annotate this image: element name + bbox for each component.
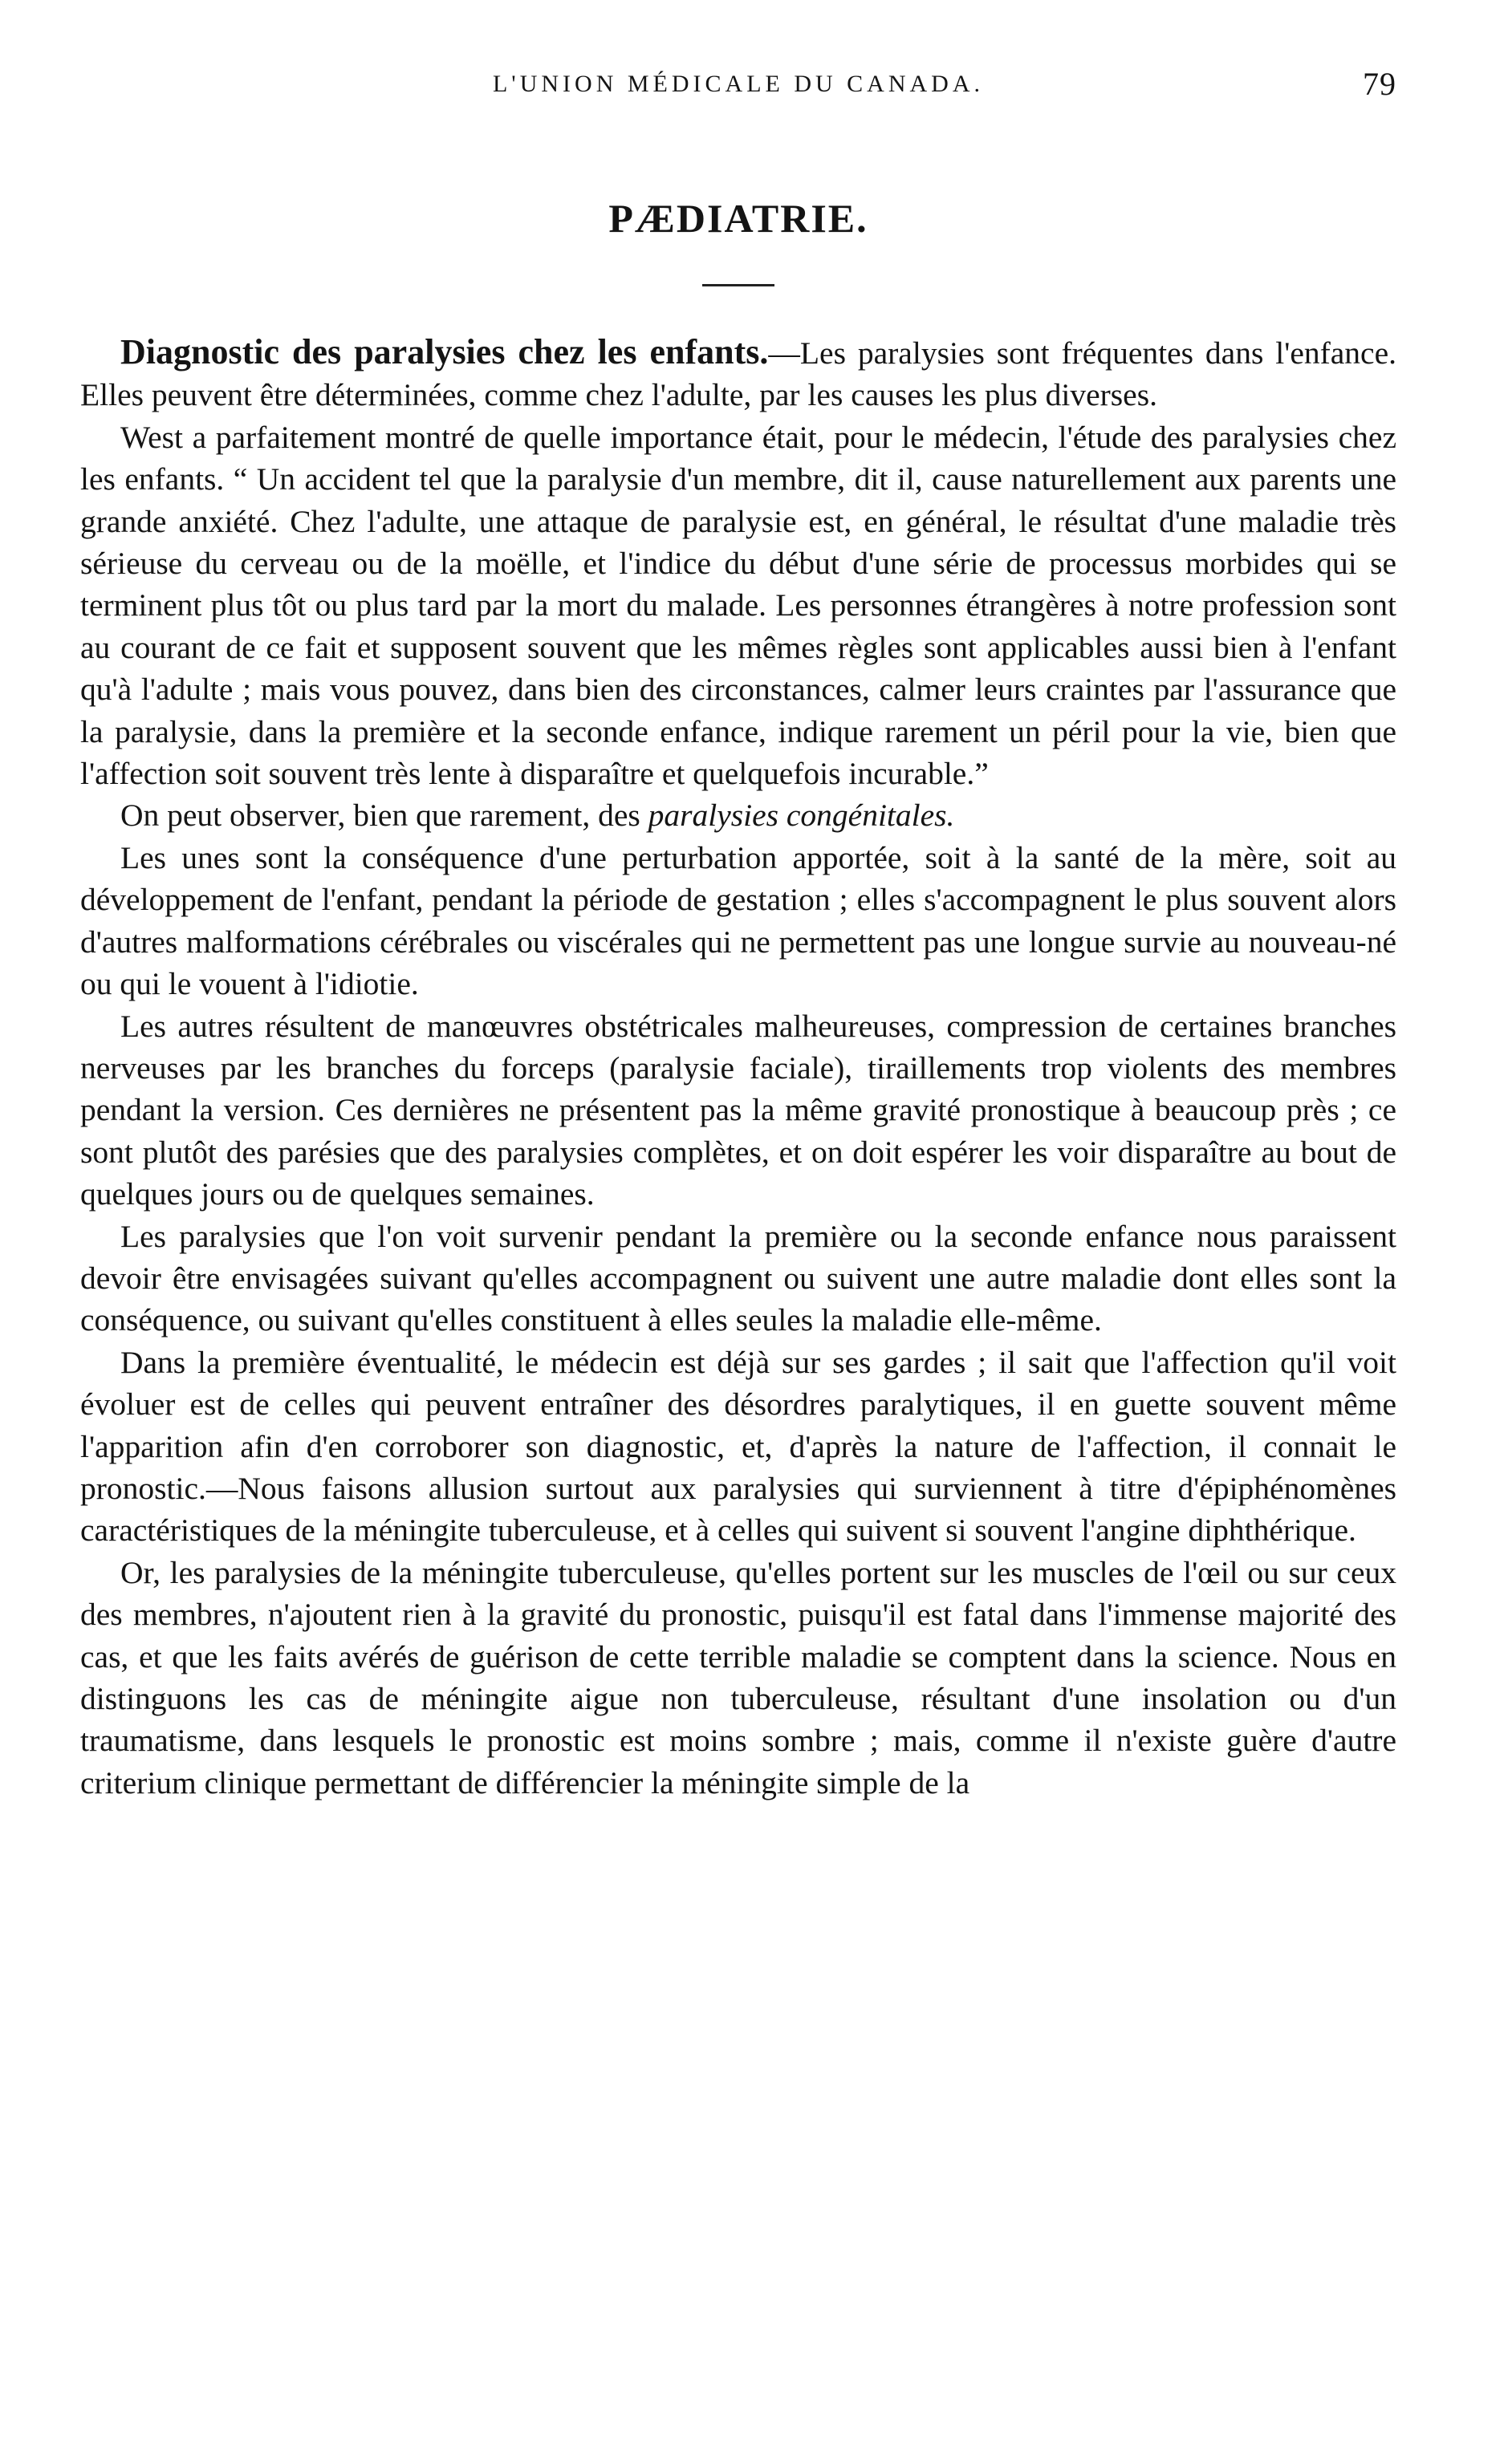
running-head — [80, 48, 1396, 120]
page-number: 79 — [1363, 66, 1396, 102]
paragraph-4: Les unes sont la conséquence d'une perturbation apportée, soit à la santé de la mère, soit au développement de l'enfant, pendant la période de gestation ; elles s'accompagnent le plus souvent alors d'autres malformations cérébrales ou viscérales qui ne permettent pas une longue survie au nouveau-né ou qui le vouent à l'idiotie. — [80, 839, 1396, 1002]
journal-page — [80, 48, 1396, 2423]
paragraph-8: Or, les paralysies de la méningite tuberculeuse, qu'elles portent sur les muscles de l'œil ou sur ceux des membres, n'ajoutent rien à la gravité du pronostic, puisqu'il est fatal dans l'immense majorité des cas, et que les faits avérés de guérison de cette terrible maladie se comptent dans la science. Nous en distinguons les cas de méningite aigue non tuberculeuse, résultant d'une insolation ou d'un traumatisme, dans lesquels le pronostic est moins sombre ; mais, comme il n'existe guère d'autre criterium clinique permettant de différencier la méningite simple de la — [80, 1554, 1396, 1800]
paragraph-1 — [80, 331, 1396, 416]
paragraph-3-text: On peut observer, bien que rarement, des — [120, 798, 648, 834]
paragraph-1-text: —Les paralysies sont fréquentes dans l'enfance. Elles peuvent être déterminées, comme chez l'adulte, par les causes les plus diverses. — [80, 335, 1396, 413]
journal-title: L'UNION MÉDICALE DU CANADA. — [492, 71, 985, 97]
congenital-paralyses-term: paralysies congénitales. — [648, 798, 955, 834]
paragraph-6: Les paralysies que l'on voit survenir pendant la première ou la seconde enfance nous paraissent devoir être envisagées suivant qu'elles accompagnent ou suivent une autre maladie dont elles sont la conséquence, ou suivant qu'elles constituent à elles seules la maladie elle-même. — [80, 1218, 1396, 1338]
article-heading: Diagnostic des paralysies chez les enfants. — [120, 332, 769, 371]
title-rule — [702, 284, 774, 286]
paragraph-5: Les autres résultent de manœuvres obstétricales malheureuses, compression de certaines branches nerveuses par les branches du forceps (paralysie faciale), tiraillements trop violents des membres pendant la version. Ces dernières ne présentent pas la même gravité pronostique à beaucoup près ; ce sont plutôt des parésies que des paralysies complètes, et on doit espérer les voir disparaître au bout de quelques jours ou de quelques semaines. — [80, 1008, 1396, 1212]
paragraph-7: Dans la première éventualité, le médecin est déjà sur ses gardes ; il sait que l'affection qu'il voit évoluer est de celles qui peuvent entraîner des désordres paralytiques, il en guette souvent même l'apparition afin d'en corroborer son diagnostic, et, d'après la nature de l'affection, il connait le pronostic.—Nous faisons allusion surtout aux paralysies qui surviennent à titre d'épiphénomènes caractéristiques de la méningite tuberculeuse, et à celles qui suivent si souvent l'angine diphthérique. — [80, 1344, 1396, 1549]
paragraph-2: West a parfaitement montré de quelle importance était, pour le médecin, l'étude des paralysies chez les enfants. “ Un accident tel que la paralysie d'un membre, dit il, cause naturellement aux parents une grande anxiété. Chez l'adulte, une attaque de paralysie est, en général, le résultat d'une maladie très sérieuse du cerveau ou de la moëlle, et l'indice du début d'une série de processus morbides qui se terminent plus tôt ou plus tard par la mort du malade. Les personnes étrangères à notre profession sont au courant de ce fait et supposent souvent que les mêmes règles sont applicables aussi bien à l'enfant qu'à l'adulte ; mais vous pouvez, dans bien des circonstances, calmer leurs craintes par l'assurance que la paralysie, dans la première et la seconde enfance, indique rarement un péril pour la vie, bien que l'affection soit souvent très lente à disparaître et quelquefois incurable.” — [80, 419, 1396, 792]
article-body — [80, 331, 1396, 1804]
paragraph-3 — [80, 794, 1396, 836]
section-title: PÆDIATRIE. — [608, 196, 868, 241]
